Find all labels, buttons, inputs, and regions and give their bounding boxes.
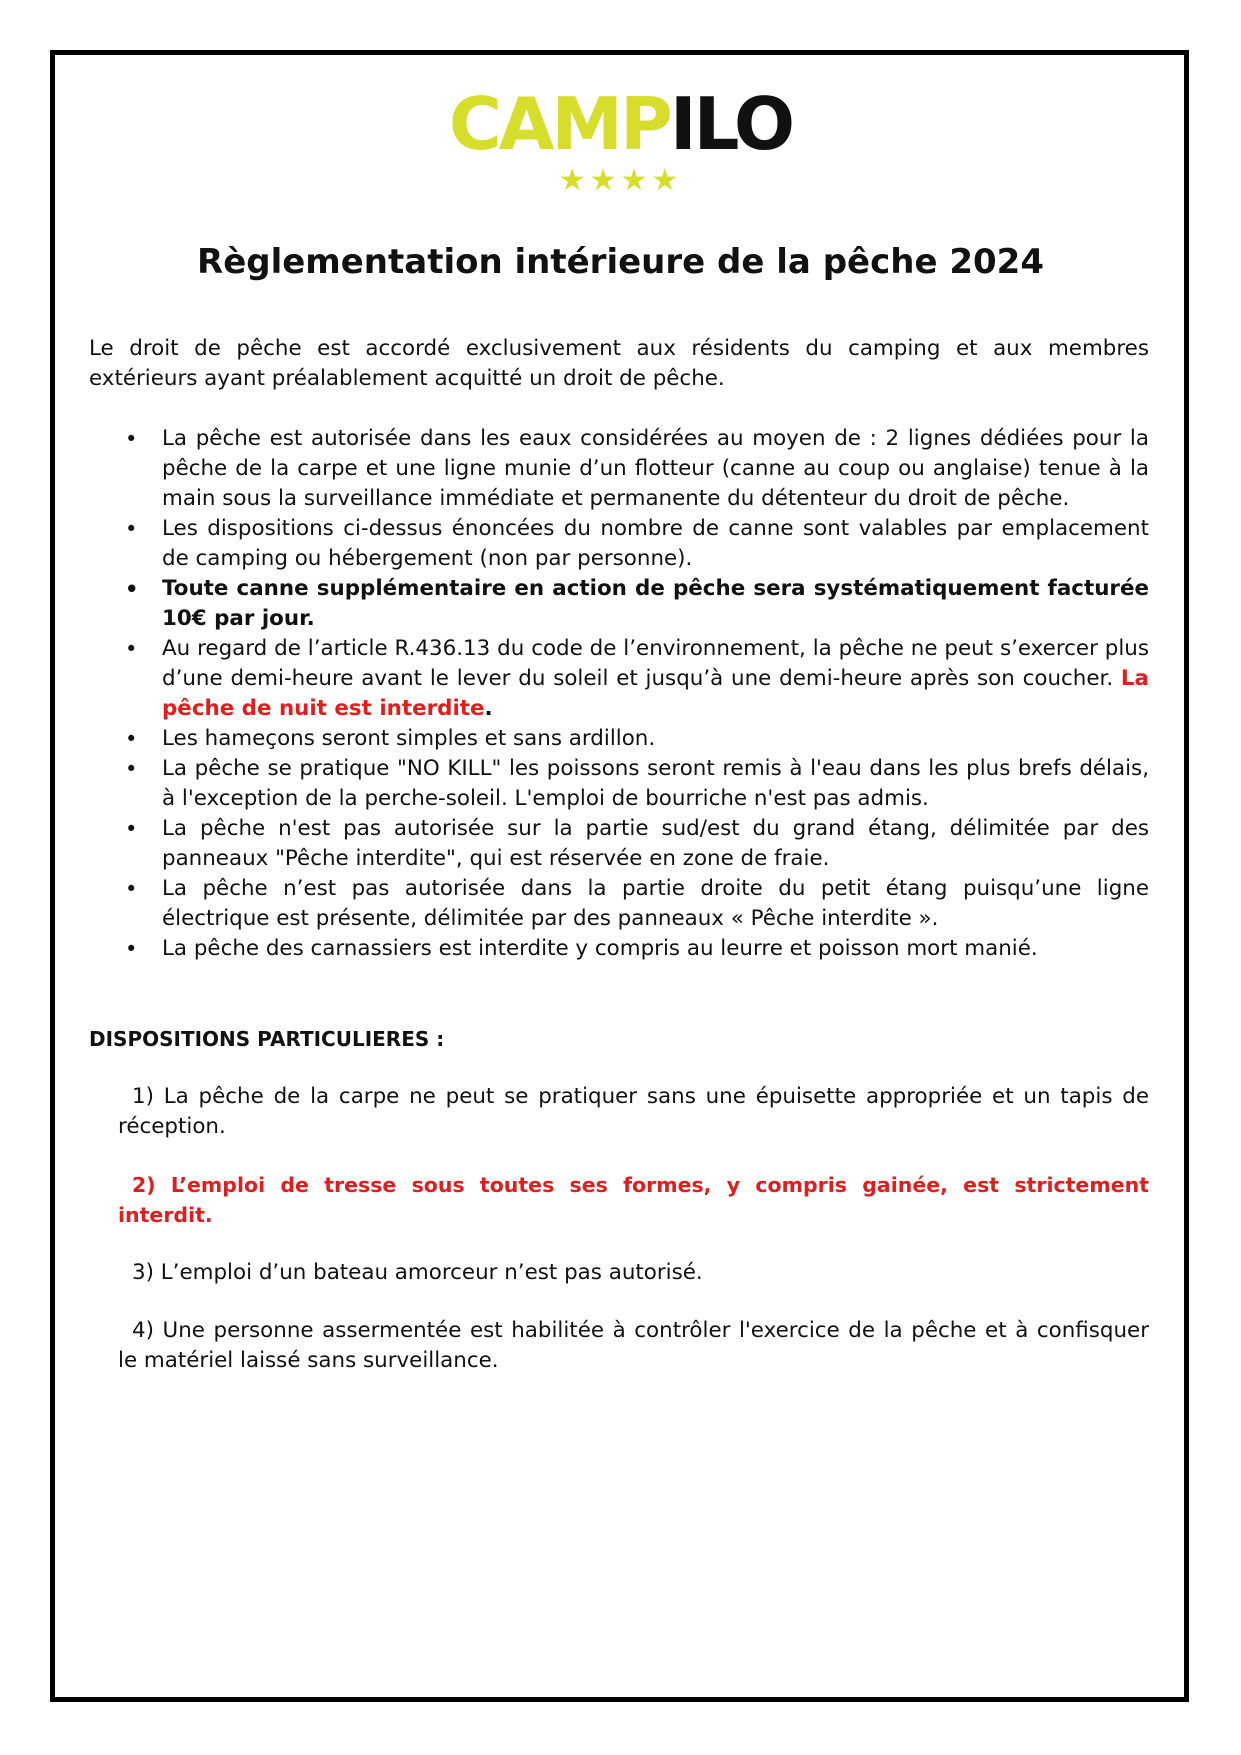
logo-part-camp: CAMP — [448, 82, 670, 166]
bullet-icon: • — [125, 757, 138, 781]
night-fishing-warning: La pêche de nuit est interdite — [162, 666, 1149, 721]
rule-item — [89, 634, 1149, 724]
rules-list — [89, 424, 1149, 964]
campilo-logo — [0, 82, 1241, 198]
rule-text: Les dispositions ci-dessus énoncées du nombre de canne sont valables par emplacement de camping ou hébergement (non par personne). — [162, 516, 1149, 571]
bullet-icon: • — [125, 577, 139, 601]
rule-text: La pêche est autorisée dans les eaux considérées au moyen de : 2 lignes dédiées pour la pêche de la carpe et une ligne munie d’un flotteur (canne au coup ou anglaise) tenue à la main sous la surveillance immédiate et permanente du détenteur du droit de pêche. — [162, 426, 1149, 511]
bullet-icon: • — [125, 427, 138, 451]
rule-text: La pêche se pratique "NO KILL" les poissons seront remis à l'eau dans les plus brefs délais, à l'exception de la perche-soleil. L'emploi de bourriche n'est pas admis. — [162, 756, 1149, 811]
rule-text: La pêche des carnassiers est interdite y compris au leurre et poisson mort manié. — [162, 936, 1038, 961]
rule-item — [89, 754, 1149, 814]
logo-part-ilo: ILO — [669, 82, 793, 166]
bullet-icon: • — [125, 877, 138, 901]
provision-item: 1) La pêche de la carpe ne peut se pratiquer sans une épuisette appropriée et un tapis de réception. — [118, 1084, 1149, 1139]
provision-item-braid-ban: 2) L’emploi de tresse sous toutes ses formes, y compris gainée, est strictement interdit. — [118, 1173, 1149, 1227]
rule-item — [89, 424, 1149, 514]
rule-item — [89, 934, 1149, 964]
provision-item: 3) L’emploi d’un bateau amorceur n’est pas autorisé. — [132, 1260, 703, 1285]
bullet-icon: • — [125, 817, 138, 841]
rule-item-fee — [89, 574, 1149, 634]
rule-text: La pêche n'est pas autorisée sur la partie sud/est du grand étang, délimitée par des panneaux "Pêche interdite", qui est réservée en zone de fraie. — [162, 816, 1149, 871]
special-provisions-heading: DISPOSITIONS PARTICULIERES : — [89, 1027, 445, 1051]
rule-text: Les hameçons seront simples et sans ardillon. — [162, 726, 656, 751]
rule-item — [89, 724, 1149, 754]
rule-item — [89, 514, 1149, 574]
rule-text: La pêche n’est pas autorisée dans la partie droite du petit étang puisqu’une ligne électrique est présente, délimitée par des panneaux « Pêche interdite ». — [162, 876, 1149, 931]
rule-item — [89, 874, 1149, 934]
bullet-icon: • — [125, 517, 138, 541]
bullet-icon: • — [125, 937, 138, 961]
rule-text: Toute canne supplémentaire en action de pêche sera systématiquement facturée 10€ par jour. — [162, 576, 1149, 631]
bullet-icon: • — [125, 727, 138, 751]
logo-wordmark — [0, 82, 1241, 166]
rule-item — [89, 814, 1149, 874]
rating-stars-icon: ★★★★ — [558, 163, 683, 198]
document-body — [89, 334, 1149, 1376]
rule-text: Au regard de l’article R.436.13 du code de l’environnement, la pêche ne peut s’exercer plus d’une demi-heure avant le lever du soleil et jusqu’à une demi-heure après son coucher. — [162, 636, 1149, 691]
bullet-icon: • — [125, 637, 138, 661]
page-title: Règlementation intérieure de la pêche 2024 — [197, 242, 1044, 282]
intro-paragraph: Le droit de pêche est accordé exclusivement aux résidents du camping et aux membres extérieurs ayant préalablement acquitté un droit de pêche. — [89, 336, 1149, 391]
rule-text-end: . — [484, 696, 493, 721]
provision-item: 4) Une personne assermentée est habilitée à contrôler l'exercice de la pêche et à confisquer le matériel laissé sans surveillance. — [118, 1318, 1149, 1373]
